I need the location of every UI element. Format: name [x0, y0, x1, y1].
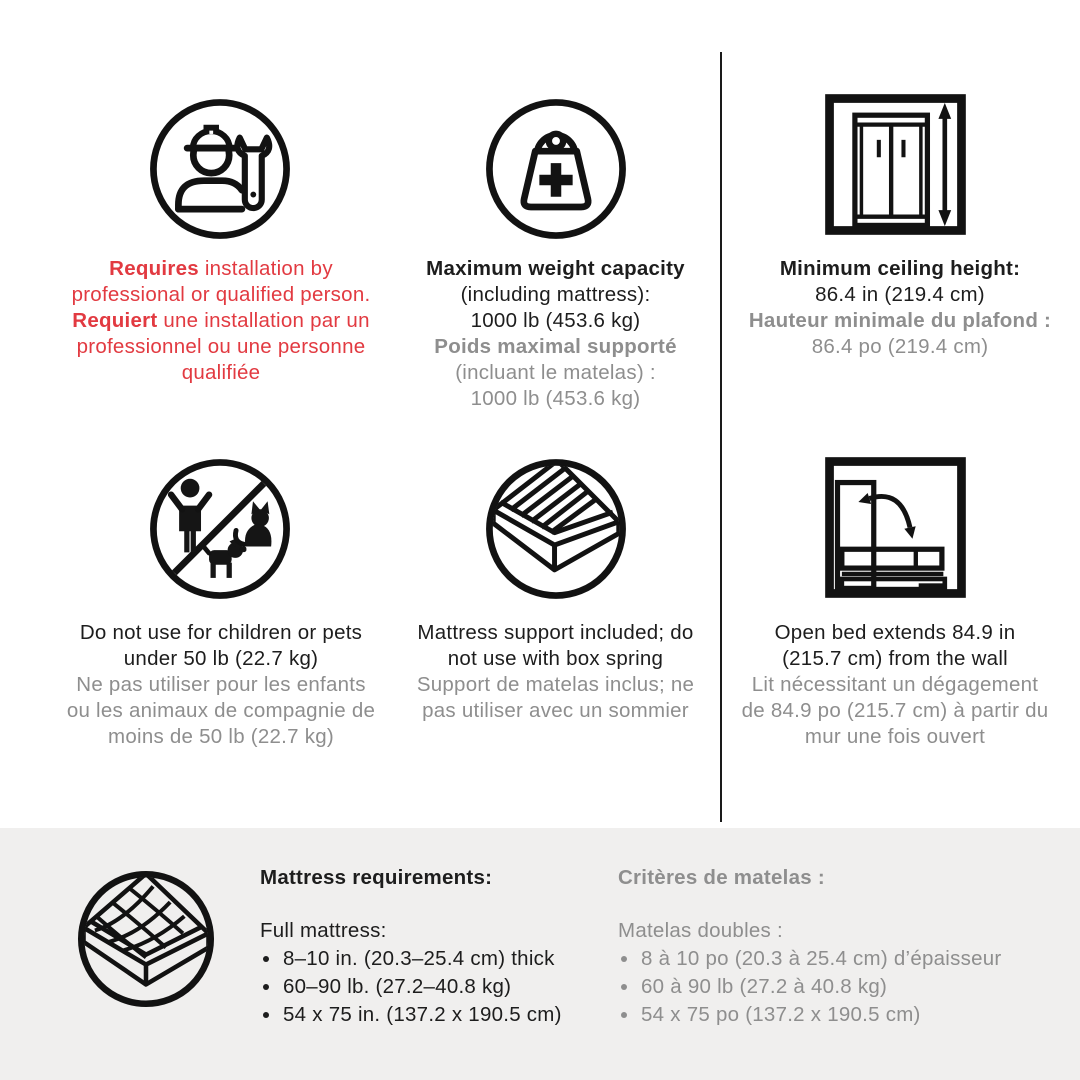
- children-line-fr-3: moins de 50 lb (22.7 kg): [108, 725, 334, 748]
- installation-bold-fr: Requiert: [72, 309, 158, 332]
- mattress-requirements-band: [0, 828, 1080, 1080]
- installation-line-fr-1: Requiert une installation par un: [72, 309, 370, 332]
- mattress-slats-icon: [483, 456, 629, 602]
- installation-line-en-2: professional or qualified person.: [71, 283, 371, 306]
- mattress-requirements-en: [260, 864, 605, 1029]
- installation-note: [45, 256, 397, 386]
- mattress-req-item: • 8–10 in. (20.3–25.4 cm) thick: [282, 945, 605, 973]
- ceiling-value-en: 86.4 in (219.4 cm): [815, 283, 985, 306]
- children-line-fr-2: ou les animaux de compagnie de: [66, 699, 376, 722]
- no-children-pets-icon: [147, 456, 293, 602]
- mattress-req-title-en: Mattress requirements:: [260, 866, 493, 889]
- children-line-fr-1: Ne pas utiliser pour les enfants: [76, 673, 366, 696]
- installation-line-fr-2: professionnel ou une personne: [76, 335, 366, 358]
- mattress-icon: [75, 868, 217, 1010]
- openbed-line-fr-1: Lit nécessitant un dégagement: [751, 673, 1039, 696]
- vertical-divider: [720, 52, 722, 822]
- ceiling-title-fr: Hauteur minimale du plafond :: [748, 309, 1052, 332]
- mattress-req-list-fr: [618, 945, 1058, 1029]
- mattress-req-item: • 8 à 10 po (20.3 à 25.4 cm) d’épaisseur: [640, 945, 1058, 973]
- mattress-req-subtitle-fr: Matelas doubles :: [618, 919, 783, 942]
- ceiling-height-icon: [823, 92, 968, 237]
- installation-line-en-1: Requires installation by: [109, 257, 333, 280]
- mattress-req-item: • 60–90 lb. (27.2–40.8 kg): [282, 973, 605, 1001]
- weight-title-fr: Poids maximal supporté: [434, 335, 677, 358]
- mattress-req-title-fr: Critères de matelas :: [618, 866, 825, 889]
- mattress-req-list-en: [260, 945, 605, 1029]
- mattress-req-item: • 60 à 90 lb (27.2 à 40.8 kg): [640, 973, 1058, 1001]
- mattress-requirements-fr: [618, 864, 1058, 1029]
- weight-line2-en: (including mattress):: [460, 283, 651, 306]
- ceiling-title-en: Minimum ceiling height:: [779, 257, 1021, 280]
- openbed-line-fr-2: de 84.9 po (215.7 cm) à partir du: [741, 699, 1049, 722]
- openbed-line-en-1: Open bed extends 84.9 in: [774, 621, 1016, 644]
- open-murphy-bed-icon: [823, 455, 968, 600]
- ceiling-value-fr: 86.4 po (219.4 cm): [811, 335, 989, 358]
- support-line-fr-1: Support de matelas inclus; ne: [416, 673, 695, 696]
- installation-line-fr-3: qualifiée: [181, 361, 261, 384]
- weight-capacity-note: [398, 256, 713, 412]
- mattress-support-note: [398, 620, 713, 724]
- weight-value-fr: 1000 lb (453.6 kg): [470, 387, 641, 410]
- children-line-en-2: under 50 lb (22.7 kg): [123, 647, 319, 670]
- installation-bold-en: Requires: [109, 257, 199, 280]
- weight-value-en: 1000 lb (453.6 kg): [470, 309, 641, 332]
- open-bed-note: [730, 620, 1060, 750]
- support-line-fr-2: pas utiliser avec un sommier: [422, 699, 689, 722]
- mattress-req-item: • 54 x 75 in. (137.2 x 190.5 cm): [282, 1001, 605, 1029]
- installer-icon: [147, 96, 293, 242]
- openbed-line-en-2: (215.7 cm) from the wall: [782, 647, 1008, 670]
- weight-line2-fr: (incluant le matelas) :: [455, 361, 656, 384]
- openbed-line-fr-3: mur une fois ouvert: [804, 725, 986, 748]
- support-line-en-2: not use with box spring: [447, 647, 664, 670]
- weight-icon: [483, 96, 629, 242]
- mattress-req-item: • 54 x 75 po (137.2 x 190.5 cm): [640, 1001, 1058, 1029]
- weight-title-en: Maximum weight capacity: [426, 257, 685, 280]
- children-pets-note: [45, 620, 397, 750]
- children-line-en-1: Do not use for children or pets: [79, 621, 363, 644]
- mattress-req-subtitle-en: Full mattress:: [260, 919, 387, 942]
- ceiling-height-note: [732, 256, 1068, 360]
- support-line-en-1: Mattress support included; do: [417, 621, 694, 644]
